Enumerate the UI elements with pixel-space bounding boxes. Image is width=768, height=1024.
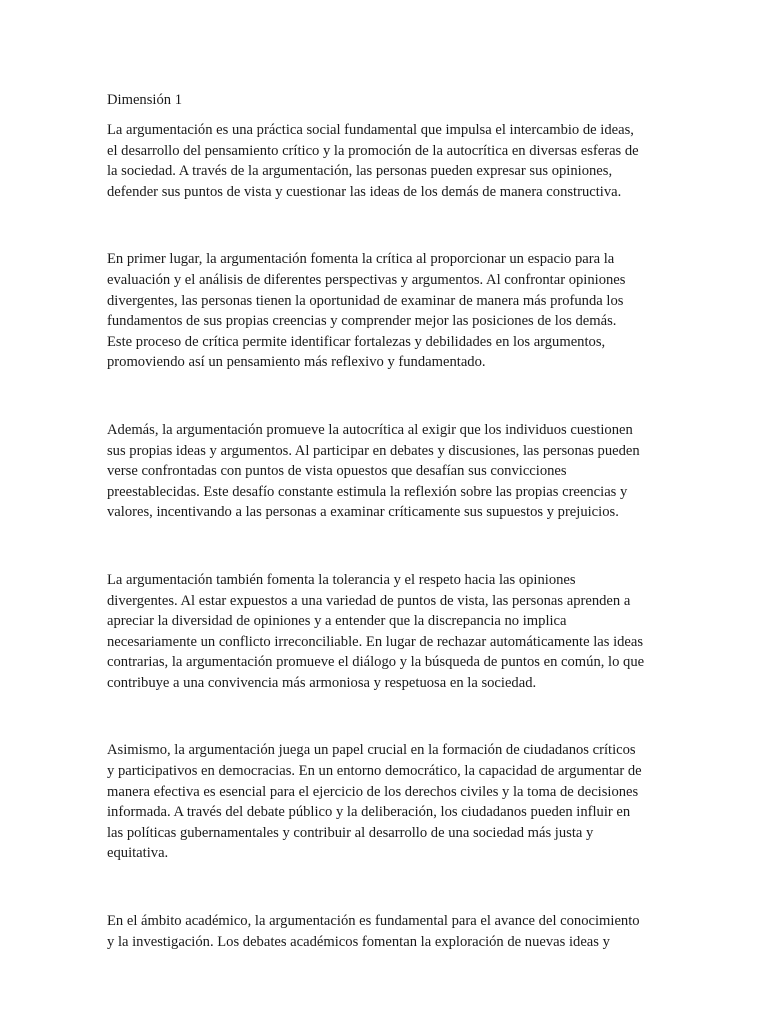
text-line: fundamentos de sus propias creencias y comprender mejor las posiciones de los demás. <box>107 313 617 330</box>
text-line: la sociedad. A través de la argumentación, las personas pueden expresar sus opiniones, <box>107 163 613 180</box>
text-line: las políticas gubernamentales y contribuir al desarrollo de una sociedad más justa y <box>107 824 594 841</box>
text-line: defender sus puntos de vista y cuestionar las ideas de los demás de manera constructiva. <box>107 183 622 200</box>
text-line: valores, incentivando a las personas a examinar críticamente sus supuestos y prejuicios. <box>107 504 619 521</box>
text-line: La argumentación es una práctica social fundamental que impulsa el intercambio de ideas, <box>107 122 634 138</box>
document-heading: Dimensión 1 <box>107 92 182 108</box>
text-line: el desarrollo del pensamiento crítico y la promoción de la autocrítica en diversas esferas de <box>107 142 639 159</box>
text-line: verse confrontadas con puntos de vista opuestos que desafían sus convicciones <box>107 463 567 480</box>
text-line: sus propias ideas y argumentos. Al participar en debates y discusiones, las personas pueden <box>107 442 640 459</box>
document-page <box>107 90 667 999</box>
text-line: y participativos en democracias. En un entorno democrático, la capacidad de argumentar de <box>107 763 642 780</box>
text-line: apreciar la diversidad de opiniones y a entender que la discrepancia no implica <box>107 613 567 630</box>
text-line: preestablecidas. Este desafío constante estimula la reflexión sobre las propias creencias y <box>107 483 628 500</box>
text-line: promoviendo así un pensamiento más reflexivo y fundamentado. <box>107 354 486 371</box>
text-line: La argumentación también fomenta la tolerancia y el respeto hacia las opiniones <box>107 571 576 588</box>
text-line: En primer lugar, la argumentación fomenta la crítica al proporcionar un espacio para la <box>107 251 615 268</box>
text-line: y la investigación. Los debates académicos fomentan la exploración de nuevas ideas y <box>107 933 610 950</box>
text-line: Este proceso de crítica permite identificar fortalezas y debilidades en los argumentos, <box>107 333 606 350</box>
paragraph-democracia <box>107 740 667 864</box>
paragraph-tolerancia <box>107 570 667 694</box>
text-line: Asimismo, la argumentación juega un papel crucial en la formación de ciudadanos críticos <box>107 742 636 759</box>
paragraph-autocritica <box>107 420 667 523</box>
text-line: necesariamente un conflicto irreconciliable. En lugar de rechazar automáticamente las ideas <box>107 633 644 650</box>
paragraph-intro <box>107 120 667 202</box>
text-line: contribuye a una convivencia más armoniosa y respetuosa en la sociedad. <box>107 674 537 691</box>
paragraph-academico <box>107 911 667 952</box>
text-line: equitativa. <box>107 845 169 862</box>
text-line: En el ámbito académico, la argumentación es fundamental para el avance del conocimiento <box>107 913 640 930</box>
text-line: informada. A través del debate público y la deliberación, los ciudadanos pueden influir en <box>107 804 631 821</box>
text-line: contrarias, la argumentación promueve el diálogo y la búsqueda de puntos en común, lo que <box>107 654 645 671</box>
text-line: manera efectiva es esencial para el ejercicio de los derechos civiles y la toma de decisiones <box>107 783 639 800</box>
text-line: divergentes, las personas tienen la oportunidad de examinar de manera más profunda los <box>107 292 624 309</box>
paragraph-critica <box>107 249 667 373</box>
text-line: Además, la argumentación promueve la autocrítica al exigir que los individuos cuestionen <box>107 421 633 438</box>
text-line: divergentes. Al estar expuestos a una variedad de puntos de vista, las personas aprenden a <box>107 592 631 609</box>
text-line: evaluación y el análisis de diferentes perspectivas y argumentos. Al confrontar opiniones <box>107 271 626 288</box>
